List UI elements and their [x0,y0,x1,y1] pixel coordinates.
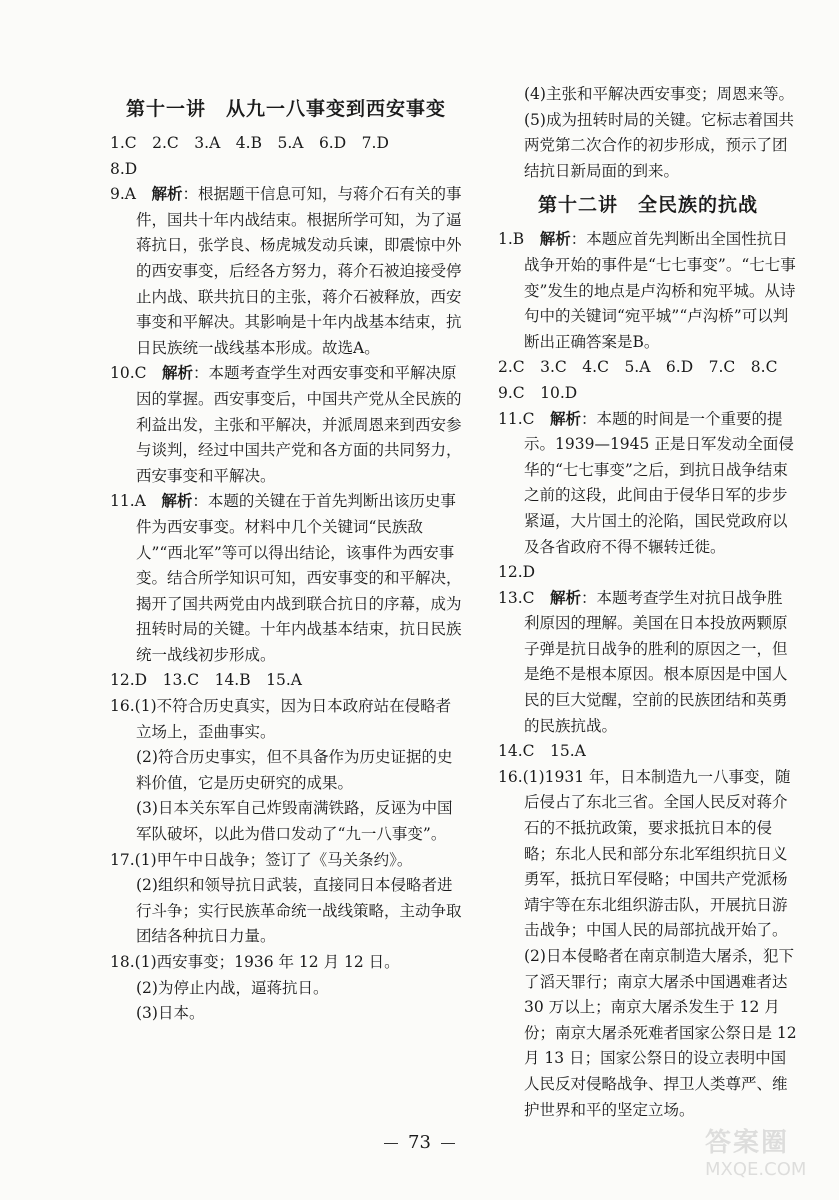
analysis-text: ：本题考查学生对抗日战争胜利原因的理解。美国在日本投放两颗原子弹是抗日战争的胜利的原因之一，但是绝不是根本原因。根本原因是中国人民的巨大觉醒，空前的民族团结和英勇的民族抗战。 [524,588,788,735]
question-10 [110,361,462,489]
answer-line: 14.C 15.A [498,742,586,761]
question-16 [110,694,462,745]
page-number: 73 [408,1132,431,1153]
answer-part: (2)日本侵略者在南京制造大屠杀，犯下了滔天罪行；南京大屠杀中国遇难者达 30 万以上；南京大屠杀发生于 12 月份；南京大屠杀死难者国家公祭日是 12 月 13 日；国家公祭日的设立表明中国人民反对侵略战争、捍卫人类尊严、维护世界和平的坚定立场。 [524,947,797,1119]
question-number: 11.C [498,409,535,428]
question-16 [498,765,798,944]
answer-line: 9.C 10.D [498,383,578,402]
question-number: 17. [110,850,135,869]
analysis-text: ：本题的关键在于首先判断出该历史事件为西安事变。材料中几个关键词“民族敌人”“西北军”等可以得出结论，该事件为西安事变。结合所学知识可知，西安事变的和平解决，揭开了国共两党由内战到联合抗日的序幕，成为扭转时局的关键。十年内战基本结束，抗日民族统一战线初步形成。 [136,492,462,664]
footer-dash-right [441,1143,455,1144]
question-number: 13.C [498,588,535,607]
question-number: 1.B [498,230,525,249]
answer-line: 12.D [498,563,536,582]
question-number: 9.A [110,185,136,204]
question-17 [110,848,462,874]
analysis-label: 解析 [539,230,571,249]
answer-part: (2)为停止内战，逼蒋抗日。 [136,978,329,997]
question-1 [498,227,798,355]
watermark-logo [705,1122,825,1192]
answer-line: 1.C 2.C 3.A 4.B 5.A 6.D 7.D [110,134,389,152]
answer-part: (1)不符合历史真实，因为日本政府站在侵略者立场上，歪曲事实。 [134,697,452,741]
answer-part: (1)西安事变；1936 年 12 月 12 日。 [134,953,400,971]
analysis-text: ：本题考查学生对西安事变和平解决原因的掌握。西安事变后，中国共产党从全民族的利益出发，主张和平解决，并派周恩来到西安参与谈判，经过中国共产党和各方面的共同努力，西安事变和平解决。 [136,364,462,485]
question-number: 16. [110,697,135,716]
answer-part: (5)成为扭转时局的关键。它标志着国共两党第二次合作的初步形成，预示了团结抗日新局面的到来。 [524,110,794,180]
question-number: 18. [110,953,135,971]
left-column [110,82,462,1027]
analysis-label: 解析 [161,492,193,511]
answer-line: 12.D 13.C 14.B 15.A [110,671,302,690]
question-11 [110,489,462,668]
section-heading-11: 第十一讲 从九一八事变到西安事变 [125,98,446,120]
footer-dash-left [384,1143,398,1144]
analysis-label: 解析 [162,364,194,383]
question-number: 16. [498,767,523,786]
question-number: 10.C [110,364,147,383]
answer-line: 2.C 3.C 4.C 5.A 6.D 7.C 8.C [498,358,778,377]
section-heading-12: 第十二讲 全民族的抗战 [537,194,758,217]
analysis-label: 解析 [151,185,183,204]
analysis-label: 解析 [550,588,582,607]
answer-part: (1)1931 年，日本制造九一八事变，随后侵占了东北三省。全国人民反对蒋介石的不抵抗政策，要求抵抗日本的侵略；东北人民和部分东北军组织抗日义勇军，抵抗日军侵略；中国共产党派杨靖宇等在东北组织游击队，开展抗日游击战争；中国人民的局部抗战开始了。 [522,767,791,940]
question-number: 11.A [110,492,146,511]
analysis-text: ：本题的时间是一个重要的提示。1939—1945 正是日军发动全面侵华的“七七事变”之后，到抗日战争结束之前的这段，此间由于侵华日军的步步紧逼，大片国土的沦陷，国民党政府以及各省政府不得不辗转迁徙。 [524,409,794,556]
right-column [498,82,798,1123]
analysis-text: ：本题应首先判断出全国性抗日战争开始的事件是“七七事变”。“七七事变”发生的地点是卢沟桥和宛平城。从诗句中的关键词“宛平城”“卢沟桥”可以判断出正确答案是B。 [524,230,796,351]
analysis-text: ：根据题干信息可知，与蒋介石有关的事件，国共十年内战结束。根据所学可知，为了逼蒋抗日，张学良、杨虎城发动兵谏，即震惊中外的西安事变，后经各方努力，蒋介石被迫接受停止内战、联共抗日的主张，蒋介石被释放，西安事变和平解决。其影响是十年内战基本结束，抗日民族统一战线基本形成。故选A。 [136,185,462,357]
watermark-text: 答案圈 [705,1128,790,1158]
answer-part: (4)主张和平解决西安事变；周恩来等。 [524,85,794,103]
question-9 [110,182,462,361]
answer-line: 8.D [110,159,138,178]
watermark-url: MXQE.COM [705,1159,807,1180]
answer-part: (2)符合历史事实，但不具备作为历史证据的史料价值，它是历史研究的成果。 [136,748,453,792]
answer-part: (2)组织和领导抗日武装，直接同日本侵略者进行斗争；实行民族革命统一战线策略，主动争取团结各种抗日力量。 [136,876,462,946]
analysis-label: 解析 [550,409,582,428]
question-13 [498,586,798,740]
question-11 [498,407,798,561]
answer-part: (1)甲午中日战争；签订了《马关条约》。 [134,850,413,869]
answer-part: (3)日本关东军自己炸毁南满铁路，反诬为中国军队破坏，以此为借口发动了“九一八事变”。 [136,799,453,844]
question-18 [110,950,462,976]
answer-part: (3)日本。 [136,1004,205,1023]
